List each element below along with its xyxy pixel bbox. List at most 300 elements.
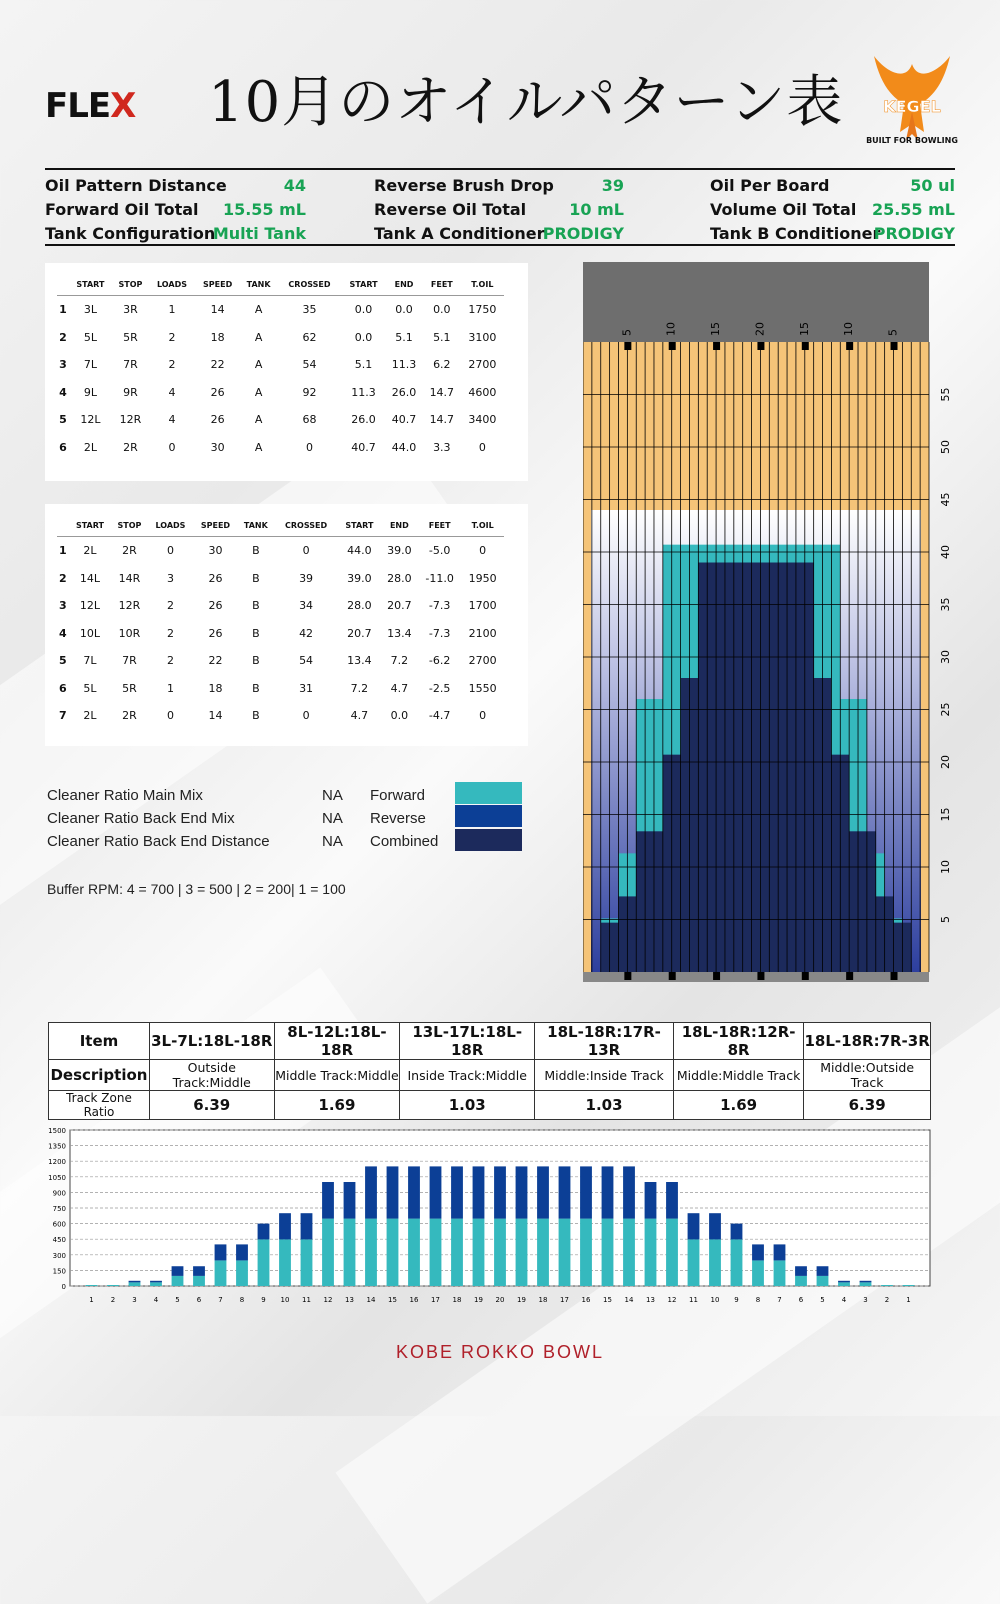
x-tick-label: 3 xyxy=(863,1296,868,1304)
track-zone-ratio: 1.69 xyxy=(274,1091,400,1120)
forward-bar xyxy=(365,1219,377,1286)
table-cell: 2R xyxy=(122,544,137,558)
board-number-label: 20 xyxy=(753,322,767,336)
table-cell: B xyxy=(252,709,260,723)
x-tick-label: 1 xyxy=(89,1296,94,1304)
x-tick-label: 18 xyxy=(538,1296,548,1304)
table-cell: -4.7 xyxy=(428,709,451,723)
table-row xyxy=(57,702,504,730)
table-row xyxy=(57,296,504,324)
table-cell: 3R xyxy=(123,303,138,317)
table-cell: 2 xyxy=(166,599,174,613)
table-cell: 4 xyxy=(58,626,67,640)
forward-bar xyxy=(193,1276,205,1286)
table-cell: 0.0 xyxy=(354,330,373,344)
table-cell: 5.1 xyxy=(395,330,413,344)
table-cell: 0 xyxy=(478,440,486,454)
table-cell: 2700 xyxy=(468,358,497,372)
forward-bar xyxy=(817,1276,829,1286)
table-cell: 2 xyxy=(168,330,176,344)
table-row xyxy=(57,351,504,379)
table-cell: 0 xyxy=(166,544,174,558)
reverse-bar xyxy=(365,1166,377,1218)
table-cell: 26 xyxy=(208,626,223,640)
page-title: 10月のオイルパターン表 xyxy=(208,70,844,135)
table-row xyxy=(57,620,504,648)
board-number-label: 5 xyxy=(886,329,900,336)
table-cell: 1 xyxy=(168,303,176,317)
reverse-bar xyxy=(408,1166,420,1218)
combined-oil-board xyxy=(769,563,778,973)
x-tick-label: 16 xyxy=(409,1296,419,1304)
table-cell: 11.3 xyxy=(391,358,417,372)
table-cell: 9R xyxy=(123,385,138,399)
reverse-bar xyxy=(731,1224,743,1240)
summary-value: 50 ul xyxy=(910,176,955,195)
column-header: T.OIL xyxy=(461,514,504,537)
table-cell: 39.0 xyxy=(347,571,372,585)
table-cell: 44.0 xyxy=(347,544,372,558)
distance-label: 55 xyxy=(939,387,952,402)
table-cell: 7 xyxy=(58,709,67,723)
table-cell: 54 xyxy=(302,358,317,372)
reverse-bar xyxy=(129,1281,141,1283)
x-tick-label: 15 xyxy=(388,1296,397,1304)
footer-venue: KOBE ROKKO BOWL xyxy=(395,1342,605,1362)
table-cell: -5.0 xyxy=(428,544,451,558)
reverse-bar xyxy=(580,1166,592,1218)
x-tick-label: 3 xyxy=(132,1296,137,1304)
table-cell: 44.0 xyxy=(391,440,417,454)
combined-oil-board xyxy=(645,831,654,972)
combined-oil-board xyxy=(734,563,743,973)
table-row xyxy=(57,379,504,407)
x-tick-label: 14 xyxy=(624,1296,634,1304)
table-cell: B xyxy=(252,654,260,668)
x-tick-label: 20 xyxy=(495,1296,505,1304)
table-cell: 3 xyxy=(166,571,174,585)
x-tick-label: 6 xyxy=(798,1296,804,1304)
table-cell: 1750 xyxy=(468,303,497,317)
x-tick-label: 8 xyxy=(755,1296,761,1304)
target-arrow xyxy=(669,342,676,350)
x-tick-label: 2 xyxy=(884,1296,890,1304)
board-number-label: 15 xyxy=(709,322,723,336)
board-number-label: 5 xyxy=(620,329,634,336)
combined-oil-board xyxy=(787,563,796,973)
column-header: END xyxy=(385,273,423,296)
cleaner-label: Cleaner Ratio Back End Mix xyxy=(47,810,235,827)
table-cell: 12R xyxy=(118,599,141,613)
y-tick-label: 1200 xyxy=(48,1158,66,1167)
forward-bar xyxy=(860,1282,872,1286)
table-cell: -7.3 xyxy=(428,626,451,640)
summary-value: 44 xyxy=(283,176,306,195)
oil-volume-bar-chart xyxy=(30,1122,940,1314)
forward-bar xyxy=(666,1219,678,1286)
table-cell: 14 xyxy=(210,303,225,317)
forward-bar xyxy=(623,1219,635,1286)
target-marker xyxy=(802,972,809,980)
reverse_table-header-row xyxy=(57,514,504,537)
column-header: START xyxy=(69,273,112,296)
reverse-bar xyxy=(516,1166,528,1218)
summary-value: 25.55 mL xyxy=(871,200,955,219)
legend-label: Forward xyxy=(370,787,426,804)
table-cell: B xyxy=(252,681,260,695)
table-cell: 0 xyxy=(302,709,310,723)
column-header: CROSSED xyxy=(274,514,338,537)
forward-bar xyxy=(602,1219,614,1286)
forward-bar xyxy=(451,1219,463,1286)
table-cell: 2L xyxy=(83,709,97,723)
track-zone-header: Item xyxy=(49,1023,150,1060)
track-zone-ratio: 1.03 xyxy=(400,1091,535,1120)
table-cell: 20.7 xyxy=(347,626,372,640)
x-tick-label: 11 xyxy=(689,1296,698,1304)
forward-bar xyxy=(731,1239,743,1286)
reverse-bar xyxy=(279,1213,291,1239)
combined-oil-board xyxy=(760,563,769,973)
forward-bar xyxy=(537,1219,549,1286)
track-zone-ratio-row xyxy=(49,1091,931,1120)
forward-bar xyxy=(301,1239,313,1286)
y-tick-label: 750 xyxy=(52,1205,66,1213)
pattern-summary xyxy=(45,168,955,246)
table-cell: 1950 xyxy=(468,571,497,585)
combined-oil-board xyxy=(636,831,645,972)
reverse-bar xyxy=(537,1166,549,1218)
table-row xyxy=(57,324,504,352)
table-cell: 5.1 xyxy=(433,330,451,344)
target-arrow xyxy=(713,342,720,350)
forward-bar xyxy=(387,1219,399,1286)
forward-bar xyxy=(795,1276,807,1286)
table-cell: A xyxy=(254,303,263,317)
table-row xyxy=(57,592,504,620)
distance-label: 5 xyxy=(939,916,952,923)
table-cell: 3100 xyxy=(468,330,497,344)
table-cell: 18 xyxy=(210,330,225,344)
combined-oil-board xyxy=(627,896,636,972)
target-marker xyxy=(669,972,676,980)
target-arrow xyxy=(802,342,809,350)
forward-bar xyxy=(494,1219,506,1286)
combined-oil-board xyxy=(876,896,885,972)
table-cell: 2 xyxy=(168,358,176,372)
table-cell: B xyxy=(252,571,260,585)
reverse-bar xyxy=(301,1213,313,1239)
reverse-bar xyxy=(430,1166,442,1218)
distance-label: 25 xyxy=(939,702,952,717)
table-cell: 4 xyxy=(168,413,176,427)
table-cell: A xyxy=(254,440,263,454)
reverse-bar xyxy=(150,1281,162,1283)
reverse-bar xyxy=(817,1266,829,1276)
target-arrow xyxy=(624,342,631,350)
y-tick-label: 1350 xyxy=(48,1142,66,1151)
x-tick-label: 8 xyxy=(239,1296,245,1304)
table-cell: 1 xyxy=(59,303,67,317)
track-zone-ratio: 1.03 xyxy=(535,1091,674,1120)
table-cell: 14R xyxy=(118,571,141,585)
table-cell: 5L xyxy=(83,330,97,344)
board-number-label: 10 xyxy=(842,322,856,336)
forward-bar xyxy=(774,1260,786,1286)
table-row xyxy=(57,647,504,675)
table-cell: 26 xyxy=(210,385,225,399)
table-cell: 34 xyxy=(299,599,314,613)
forward-bar xyxy=(172,1276,184,1286)
table-cell: A xyxy=(254,385,263,399)
table-cell: 28.0 xyxy=(347,599,372,613)
track-zone-row-label: Track Zone Ratio xyxy=(49,1091,150,1120)
reverse-bar xyxy=(666,1182,678,1219)
distance-label: 45 xyxy=(939,492,952,507)
board-number-label: 15 xyxy=(797,322,811,336)
forward-bar xyxy=(150,1282,162,1286)
x-tick-label: 10 xyxy=(710,1296,720,1304)
table-cell: 0 xyxy=(302,544,310,558)
forward-bar xyxy=(838,1282,850,1286)
track-zone-header-row xyxy=(49,1023,931,1060)
combined-oil-board xyxy=(902,923,911,972)
table-cell: A xyxy=(254,358,263,372)
table-cell: 4600 xyxy=(468,385,497,399)
board-number-label: 10 xyxy=(664,322,678,336)
table-cell: 12R xyxy=(119,413,142,427)
track-zone-header: 18L-18R:17R-13R xyxy=(535,1023,674,1060)
table-cell: 0 xyxy=(305,440,313,454)
combined-oil-board xyxy=(823,678,832,972)
forward-bar xyxy=(473,1219,485,1286)
x-tick-label: 6 xyxy=(196,1296,202,1304)
reverse-bar xyxy=(236,1244,248,1260)
summary-value: 10 mL xyxy=(569,200,624,219)
column-header: TANK xyxy=(240,273,277,296)
summary-value: 39 xyxy=(601,176,624,195)
combined-oil-board xyxy=(858,831,867,972)
table-cell: 39 xyxy=(299,571,314,585)
table-cell: 28.0 xyxy=(387,571,412,585)
table-cell: 14.7 xyxy=(429,385,455,399)
column-header: END xyxy=(381,514,418,537)
column-header: FEET xyxy=(418,514,461,537)
table-cell: 6.2 xyxy=(433,358,451,372)
reverse-pass-panel xyxy=(45,504,528,746)
combined-oil-board xyxy=(689,678,698,972)
distance-label: 50 xyxy=(939,440,952,454)
reverse-pass-table xyxy=(57,514,504,730)
column-header xyxy=(57,273,69,296)
table-cell: 13.4 xyxy=(347,654,372,668)
forward-bar xyxy=(236,1260,248,1286)
table-cell: 26 xyxy=(208,599,223,613)
x-tick-label: 10 xyxy=(280,1296,290,1304)
target-marker xyxy=(713,972,720,980)
table-cell: 54 xyxy=(299,654,314,668)
summary-value: 15.55 mL xyxy=(222,200,306,219)
x-tick-label: 12 xyxy=(667,1296,677,1304)
combined-oil-board xyxy=(885,896,894,972)
reverse-bar xyxy=(451,1166,463,1218)
legend-swatch-reverse xyxy=(455,805,522,827)
reverse-bar xyxy=(623,1166,635,1218)
summary-label: Oil Pattern Distance xyxy=(45,176,227,195)
combined-oil-board xyxy=(743,563,752,973)
table-cell: 18 xyxy=(208,681,223,695)
distance-label: 35 xyxy=(939,597,952,612)
table-cell: 7.2 xyxy=(390,654,409,668)
target-marker xyxy=(891,972,898,980)
track-zone-description: Middle:Outside Track xyxy=(804,1060,931,1091)
table-row xyxy=(57,565,504,593)
combined-oil-board xyxy=(663,755,672,972)
flex-logo-text: FLE xyxy=(45,86,111,126)
table-cell: 10R xyxy=(118,626,141,640)
table-cell: 0.0 xyxy=(433,303,451,317)
combined-oil-board xyxy=(840,755,849,972)
table-cell: B xyxy=(252,626,260,640)
combined-oil-board xyxy=(610,923,619,972)
table-cell: 3 xyxy=(59,358,67,372)
track-zone-header: 3L-7L:18L-18R xyxy=(149,1023,274,1060)
summary-value: Multi Tank xyxy=(212,224,306,243)
table-cell: 68 xyxy=(302,413,317,427)
column-header: STOP xyxy=(112,273,149,296)
forward-bar xyxy=(559,1219,571,1286)
track-zone-description: Outside Track:Middle xyxy=(149,1060,274,1091)
column-header: CROSSED xyxy=(277,273,342,296)
target-marker xyxy=(846,972,853,980)
track-zone-row-label: Description xyxy=(49,1060,150,1091)
table-cell: 2700 xyxy=(468,654,497,668)
cleaner-value: NA xyxy=(322,787,343,804)
table-cell: 0.0 xyxy=(354,303,373,317)
table-cell: 22 xyxy=(210,358,225,372)
combined-oil-board xyxy=(698,563,707,973)
table-cell: -11.0 xyxy=(425,571,454,585)
column-header: LOADS xyxy=(148,514,194,537)
table-cell: A xyxy=(254,330,263,344)
table-cell: 1 xyxy=(166,681,174,695)
x-tick-label: 13 xyxy=(646,1296,655,1304)
table-cell: -2.5 xyxy=(428,681,451,695)
forward-bar xyxy=(752,1260,764,1286)
x-tick-label: 5 xyxy=(820,1296,825,1304)
column-header: LOADS xyxy=(149,273,195,296)
table-cell: 12L xyxy=(79,599,101,613)
table-cell: 1700 xyxy=(468,599,497,613)
table-cell: 6 xyxy=(59,440,67,454)
x-tick-label: 5 xyxy=(175,1296,180,1304)
x-tick-label: 13 xyxy=(345,1296,354,1304)
target-marker xyxy=(757,972,764,980)
combined-oil-board xyxy=(778,563,787,973)
forward-bar xyxy=(516,1219,528,1286)
table-cell: 2 xyxy=(166,654,174,668)
table-cell: 5R xyxy=(122,681,137,695)
track-zone-description: Middle:Inside Track xyxy=(535,1060,674,1091)
table-cell: 2R xyxy=(123,440,138,454)
reverse-bar xyxy=(688,1213,700,1239)
column-header: START xyxy=(69,514,112,537)
table-cell: 13.4 xyxy=(387,626,412,640)
column-header: SPEED xyxy=(193,514,237,537)
table-cell: 40.7 xyxy=(351,440,376,454)
table-cell: 20.7 xyxy=(387,599,412,613)
table-cell: 2 xyxy=(166,626,174,640)
summary-label: Oil Per Board xyxy=(710,176,830,195)
target-arrow xyxy=(891,342,898,350)
table-cell: 3.3 xyxy=(433,440,451,454)
table-cell: 35 xyxy=(302,303,317,317)
table-cell: 5L xyxy=(83,681,97,695)
table-cell: 5 xyxy=(58,654,67,668)
reverse-bar xyxy=(709,1213,721,1239)
table-cell: 3400 xyxy=(468,413,497,427)
forward-bar xyxy=(430,1219,442,1286)
table-cell: 5 xyxy=(59,413,67,427)
summary-label: Reverse Oil Total xyxy=(374,200,527,219)
table-cell: 7L xyxy=(83,358,97,372)
table-cell: 7R xyxy=(122,654,137,668)
reverse-bar xyxy=(344,1182,356,1219)
reverse-bar xyxy=(193,1266,205,1276)
reverse-bar xyxy=(494,1166,506,1218)
combined-oil-board xyxy=(831,755,840,972)
forward-bar xyxy=(688,1239,700,1286)
combined-oil-board xyxy=(725,563,734,973)
track-zone-header: 13L-17L:18L-18R xyxy=(400,1023,535,1060)
buffer-rpm: Buffer RPM: 4 = 700 | 3 = 500 | 2 = 200| 1 = 100 xyxy=(47,881,346,897)
summary-label: Tank Configuration xyxy=(45,224,216,243)
table-cell: 2L xyxy=(83,440,97,454)
x-tick-label: 16 xyxy=(581,1296,591,1304)
target-arrow xyxy=(846,342,853,350)
cleaner-value: NA xyxy=(322,810,343,827)
forward-bar xyxy=(215,1260,227,1286)
track-zone-header: 18L-18R:7R-3R xyxy=(804,1023,931,1060)
table-cell: 39.0 xyxy=(387,544,412,558)
reverse-bar xyxy=(387,1166,399,1218)
table-cell: 14L xyxy=(79,571,101,585)
kegel-logo-text: KEGEL xyxy=(883,97,941,116)
combined-oil-board xyxy=(707,563,716,973)
x-tick-label: 7 xyxy=(218,1296,223,1304)
table-cell: 12L xyxy=(80,413,101,427)
forward-bar xyxy=(408,1219,420,1286)
table-cell: -6.2 xyxy=(428,654,451,668)
column-header: FEET xyxy=(423,273,461,296)
table-cell: 5.1 xyxy=(354,358,373,372)
table-cell: 1550 xyxy=(468,681,497,695)
x-tick-label: 1 xyxy=(906,1296,911,1304)
reverse-bar xyxy=(559,1166,571,1218)
table-cell: 0 xyxy=(479,544,487,558)
x-tick-label: 4 xyxy=(841,1296,847,1304)
x-tick-label: 19 xyxy=(517,1296,526,1304)
forward-bar xyxy=(322,1219,334,1286)
table-cell: 26 xyxy=(210,413,225,427)
reverse-bar xyxy=(602,1166,614,1218)
combined-oil-board xyxy=(716,563,725,973)
combined-oil-board xyxy=(796,563,805,973)
y-tick-label: 900 xyxy=(52,1189,66,1198)
table-cell: 4.7 xyxy=(390,681,409,695)
forward_table-header-row xyxy=(57,273,504,296)
table-cell: A xyxy=(254,413,263,427)
